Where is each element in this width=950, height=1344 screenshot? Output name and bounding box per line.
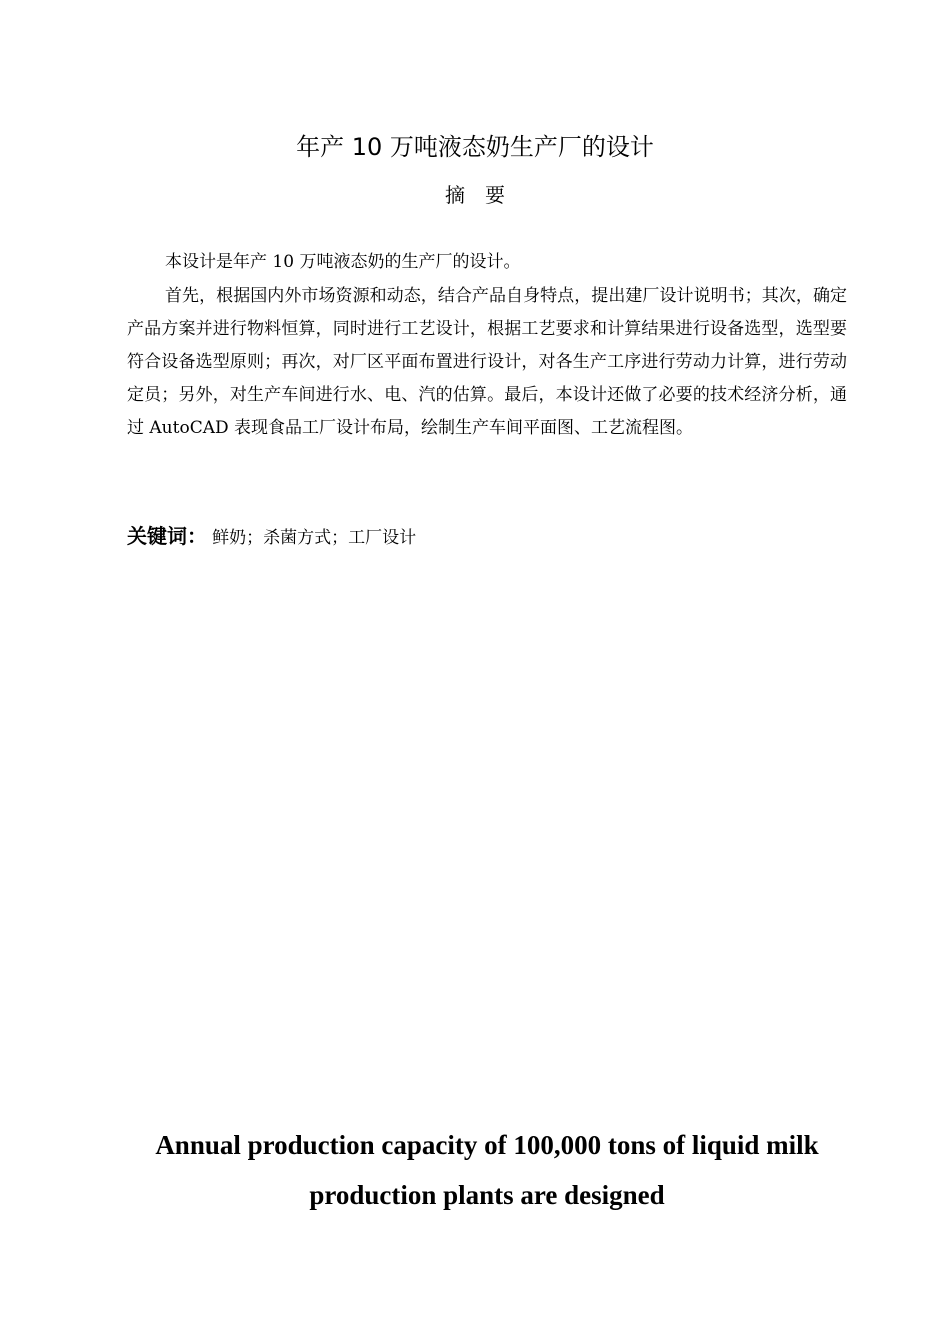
keywords-values: 鲜奶；杀菌方式；工厂设计 [212,528,417,548]
abstract-paragraph-2: 首先，根据国内外市场资源和动态，结合产品自身特点，提出建厂设计说明书；其次，确定产品方案并进行物料恒算，同时进行工艺设计，根据工艺要求和计算结果进行设备选型，选型要符合设备选型原则；再次，对厂区平面布置进行设计，对各生产工序进行劳动力计算，进行劳动定员；另外，对生产车间进行水、电、汽的估算。最后，本设计还做了必要的技术经济分析，通过 AutoCAD 表现食品工厂设计布局，绘制生产车间平面图、工艺流程图。 [127,286,847,438]
keywords-label: 关键词： [127,524,207,548]
abstract-paragraph-1: 本设计是年产 10 万吨液态奶的生产厂的设计。 [165,252,521,272]
keywords-line [127,518,847,556]
abstract-heading: 摘要 [445,183,525,207]
english-title: Annual production capacity of 100,000 tons of liquid milk production plants are designed [155,1130,819,1210]
document-title: 年产 10 万吨液态奶生产厂的设计 [296,133,654,161]
